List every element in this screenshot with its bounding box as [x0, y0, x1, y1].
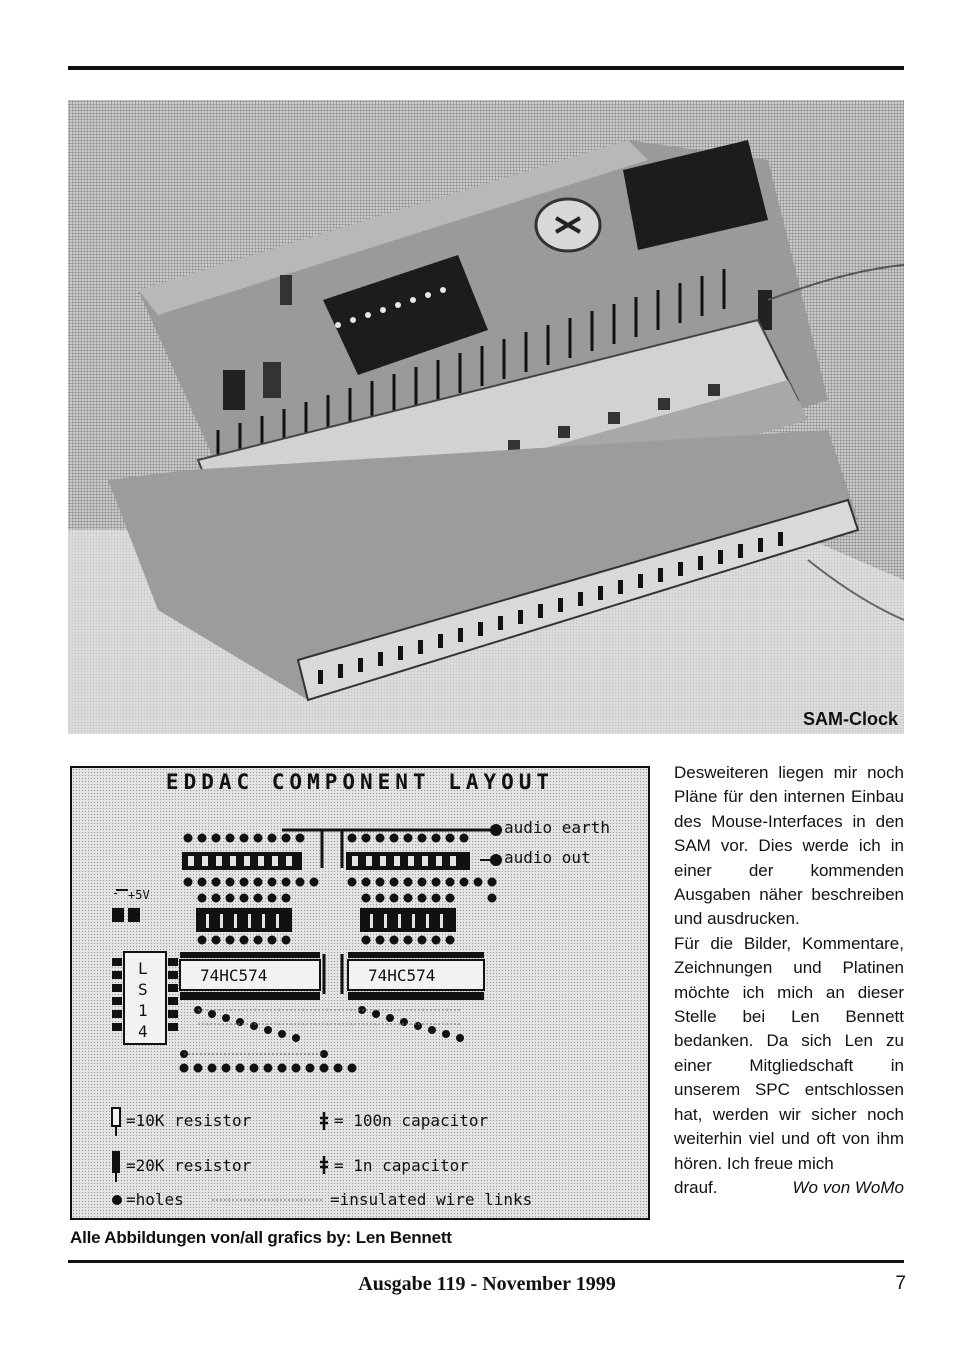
legend-20k-resistor: =20K resistor — [126, 1156, 252, 1175]
article-text — [674, 761, 904, 1200]
legend-1n-capacitor: = 1n capacitor — [334, 1156, 469, 1175]
ls14-char: L — [138, 959, 148, 978]
ls14-char: 4 — [138, 1022, 148, 1041]
audio-out-label: audio out — [504, 848, 591, 867]
legend-wire-links: =insulated wire links — [330, 1190, 533, 1209]
chip-74hc574-left: 74HC574 — [200, 966, 268, 985]
ls14-char: 1 — [138, 1001, 148, 1020]
circuit-board-illustration — [68, 100, 904, 734]
photo-caption: SAM-Clock — [802, 709, 898, 729]
minus-label: - — [112, 886, 120, 900]
legend-10k-resistor: =10K resistor — [126, 1111, 252, 1130]
article-last-word: drauf. — [674, 1177, 718, 1197]
legend-100n-capacitor: = 100n capacitor — [334, 1111, 489, 1130]
figure-credit: Alle Abbildungen von/all grafics by: Len Bennett — [70, 1228, 452, 1247]
issue-footer: Ausgabe 119 - November 1999 — [358, 1273, 616, 1295]
page-number: 7 — [895, 1273, 906, 1294]
chip-ls14 — [138, 958, 148, 1042]
top-rule — [68, 66, 904, 70]
article-last-line — [674, 1176, 904, 1200]
component-layout-diagram — [70, 766, 650, 1220]
legend-holes: =holes — [126, 1190, 184, 1209]
author-signature: Wo von WoMo — [792, 1177, 904, 1197]
bottom-rule — [68, 1260, 904, 1263]
chip-74hc574-right: 74HC574 — [368, 966, 436, 985]
ls14-char: S — [138, 980, 148, 999]
sam-clock-photo — [68, 100, 904, 734]
article-paragraph-1: Desweiteren liegen mir noch Pläne für den internen Einbau des Mouse-Interfaces in den SAM vor. Dies werde ich in einer der kommenden Ausgaben näher beschreiben und ausdrucken. — [674, 763, 904, 929]
plus5v-label: +5V — [128, 888, 150, 902]
article-paragraph-2: Für die Bilder, Kommentare, Zeichnungen und Platinen möchte ich mich an dieser Stelle bei Len Bennett bedanken. Da sich Len zu einer Mitgliedschaft in unserem SPC entschlossen hat, werden wir sicher noch weiterhin viel und oft von ihm hören. Ich freue mich — [674, 933, 904, 1173]
audio-earth-label: audio earth — [504, 818, 610, 837]
diagram-title: EDDAC COMPONENT LAYOUT — [165, 770, 555, 794]
